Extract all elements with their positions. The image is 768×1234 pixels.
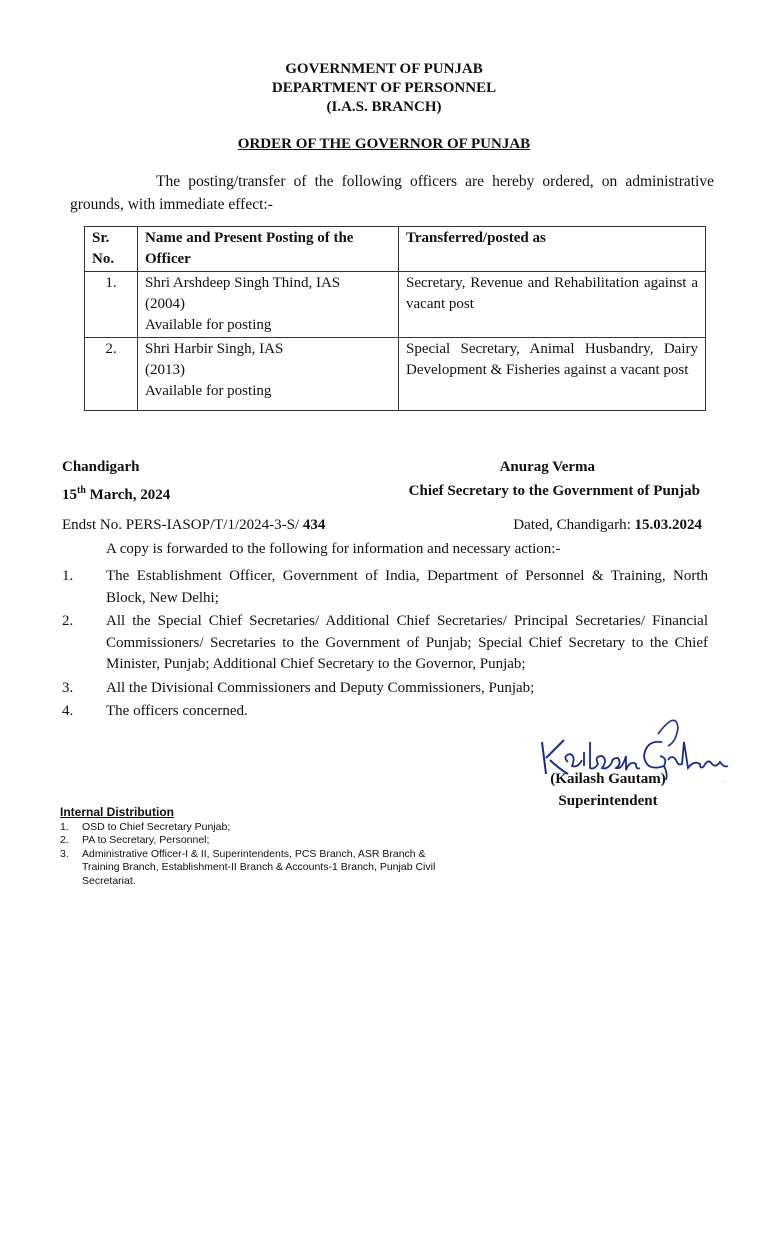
officer-present-posting: Available for posting — [145, 317, 272, 333]
row-officer — [138, 272, 399, 338]
officer-name: Shri Harbir Singh, IAS — [145, 341, 284, 357]
copy-forward-intro: A copy is forwarded to the following for information and necessary action:- — [106, 541, 561, 557]
government-name: GOVERNMENT OF PUNJAB — [285, 61, 483, 77]
header-sr-no: Sr. No. — [85, 227, 138, 272]
table-row — [85, 338, 706, 411]
letterhead — [0, 60, 768, 117]
signatory-name: Anurag Verma — [499, 459, 595, 475]
list-item: 3. All the Divisional Commissioners and Deputy Commissioners, Punjab; — [62, 679, 535, 696]
branch-name: (I.A.S. BRANCH) — [326, 99, 442, 115]
officer-batch: (2013) — [145, 362, 185, 378]
row-sr-no: 2. — [85, 338, 138, 411]
row-officer — [138, 338, 399, 411]
list-item: 4. The officers concerned. — [62, 703, 248, 719]
list-item: 3. Administrative Officer-I & II, Superintendents, PCS Branch, ASR Branch & Training Branch, Establishment-II Branch & Accounts-1 Branch, Punjab Civil Secretariat. — [60, 847, 436, 887]
signer-designation: Superintendent — [558, 793, 658, 809]
place: Chandigarh — [62, 459, 140, 475]
internal-distribution-heading: Internal Distribution — [60, 805, 174, 819]
signature-block — [538, 768, 678, 812]
signatory-title: Chief Secretary to the Government of Punjab — [408, 483, 700, 499]
order-intro: The posting/transfer of the following officers are hereby ordered, on administrative grounds, with immediate effect:- — [70, 173, 714, 213]
internal-distribution-list — [60, 821, 440, 889]
endorsement-line — [62, 517, 702, 534]
department-name: DEPARTMENT OF PERSONNEL — [271, 80, 497, 96]
list-item: 1. OSD to Chief Secretary Punjab; — [60, 820, 231, 833]
officer-present-posting: Available for posting — [145, 383, 272, 399]
internal-distribution — [60, 806, 440, 888]
order-title: ORDER OF THE GOVERNOR OF PUNJAB — [237, 136, 531, 152]
place-and-date — [62, 455, 170, 507]
header-transferred-posted: Transferred/posted as — [399, 227, 706, 272]
officer-batch: (2004) — [145, 296, 185, 312]
signer-name: (Kailash Gautam) — [550, 771, 666, 787]
officer-name: Shri Arshdeep Singh Thind, IAS — [145, 275, 341, 291]
header-name-posting: Name and Present Posting of the Officer — [138, 227, 399, 272]
list-item: 2. PA to Secretary, Personnel; — [60, 834, 210, 846]
order-date: 15th March, 2024 — [62, 485, 171, 503]
list-item: 1. The Establishment Officer, Government of India, Department of Personnel & Training, North Block, New Delhi; — [62, 568, 708, 606]
row-posted-as: Secretary, Revenue and Rehabilitation against a vacant post — [399, 272, 706, 338]
endorsement-number: Endst No. PERS-IASOP/T/1/2024-3-S/ 434 — [62, 517, 326, 533]
table-row — [85, 272, 706, 338]
row-sr-no: 1. — [85, 272, 138, 338]
endorsement-date: Dated, Chandigarh: 15.03.2024 — [513, 517, 702, 533]
recipients-list — [62, 566, 708, 725]
postings-table — [84, 226, 706, 411]
signatory-block — [340, 455, 700, 503]
row-posted-as: Special Secretary, Animal Husbandry, Dairy Development & Fisheries against a vacant post — [399, 338, 706, 411]
list-item: 2. All the Special Chief Secretaries/ Additional Chief Secretaries/ Principal Secretaries/ Financial Commissioners/ Secretaries to the Government of Punjab; Special Chief Secretary to the Chief Minister, Punjab; Additional Chief Secretary to the Governor, Punjab; — [62, 613, 708, 672]
table-header-row — [85, 227, 706, 272]
